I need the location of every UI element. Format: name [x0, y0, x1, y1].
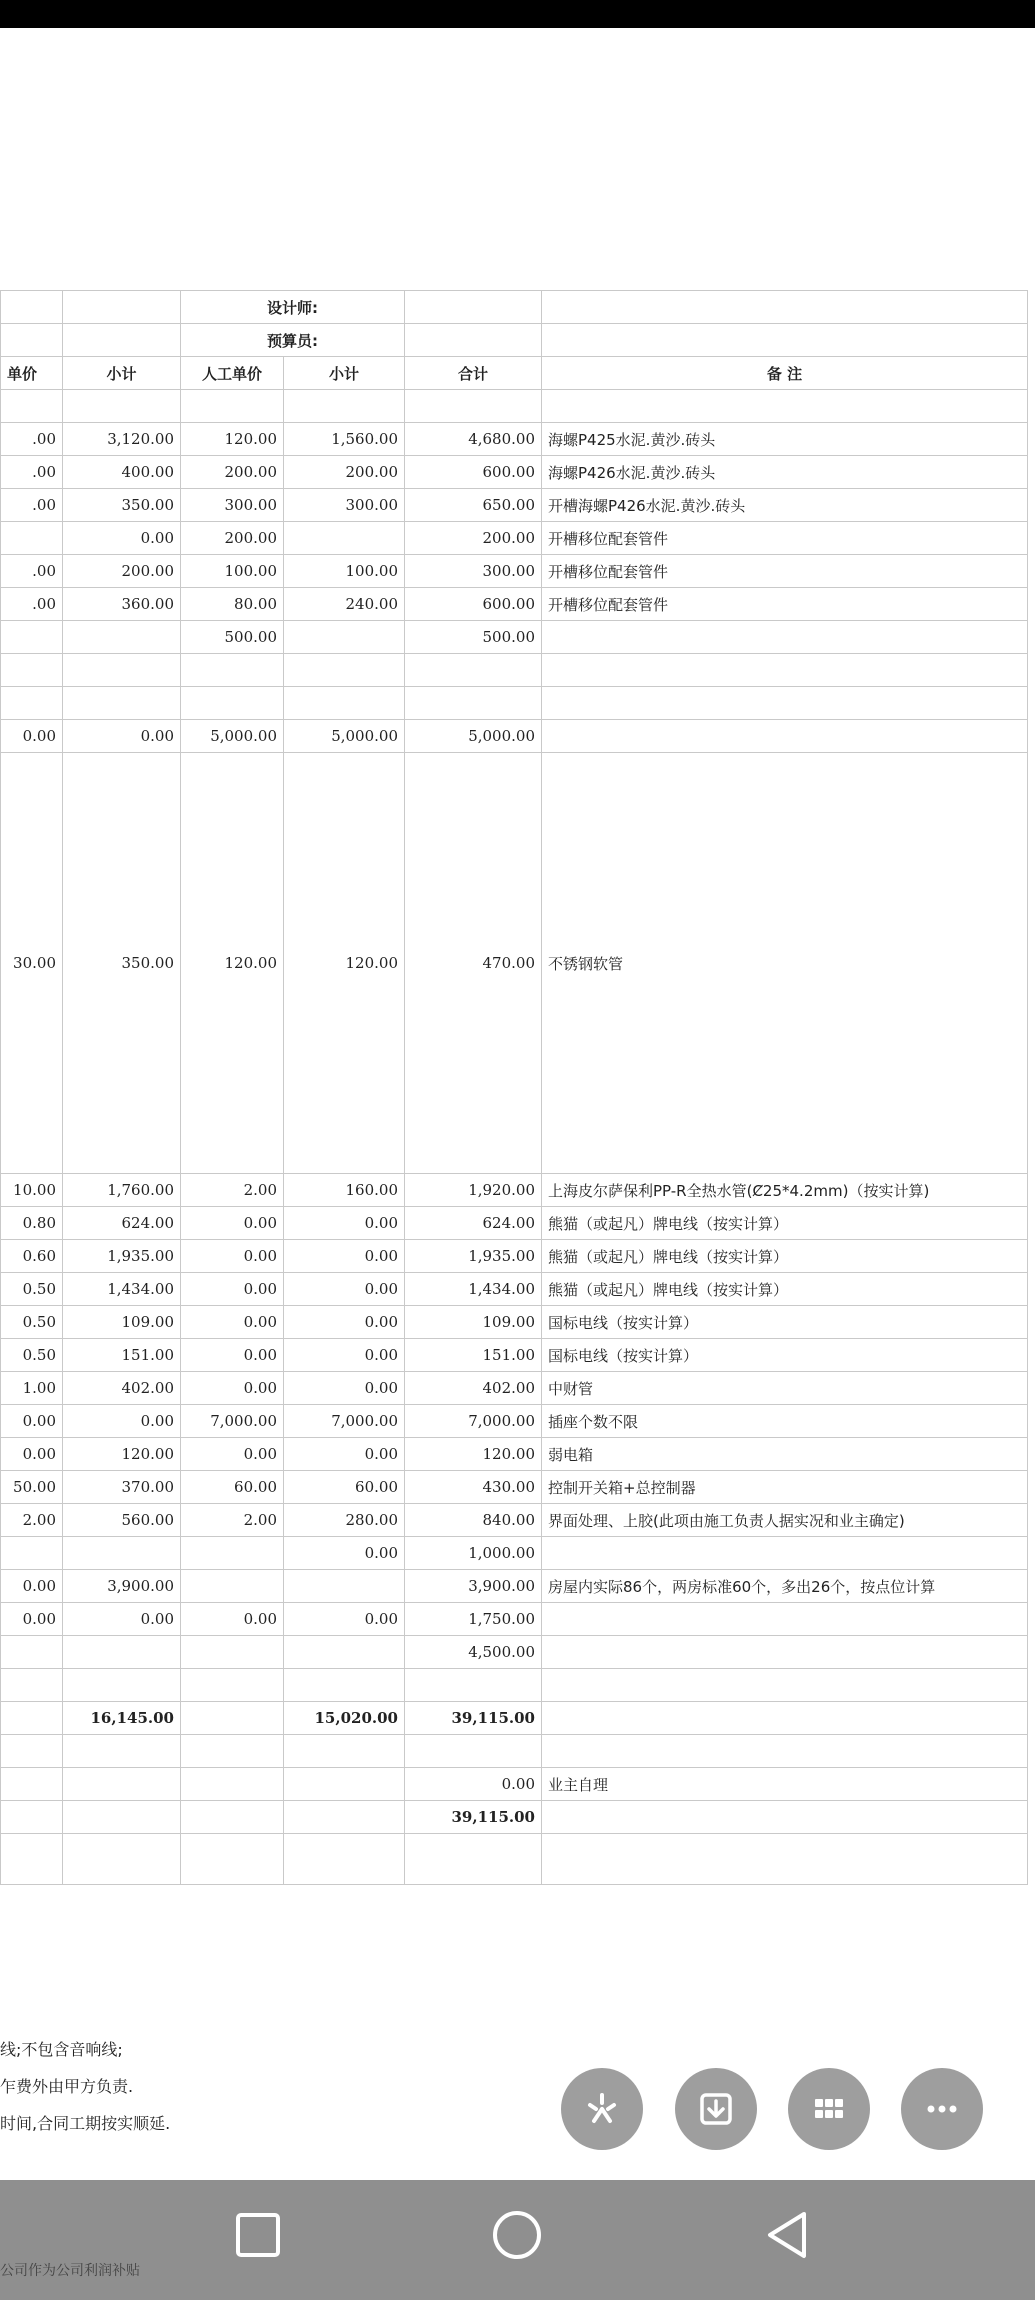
cell-labor-subtotal: 200.00 [284, 456, 405, 489]
cell-remarks: 插座个数不限 [542, 1405, 1028, 1438]
table-row [1, 489, 1028, 522]
table-row [1, 1438, 1028, 1471]
cell-labor-subtotal: 160.00 [284, 1174, 405, 1207]
cell-labor-unit-price: 300.00 [181, 489, 284, 522]
cell-total: 4,500.00 [405, 1636, 542, 1669]
cell-labor-unit-price: 0.00 [181, 1273, 284, 1306]
table-row [1, 1702, 1028, 1735]
cell-unit-price [1, 1834, 63, 1885]
cell-unit-price: .00 [1, 489, 63, 522]
cell-labor-unit-price: 0.00 [181, 1306, 284, 1339]
designer-label: 设计师: [181, 291, 405, 324]
cell-total: 1,000.00 [405, 1537, 542, 1570]
cell-unit-price [1, 1702, 63, 1735]
cell-labor-subtotal [284, 1768, 405, 1801]
cell-total: 470.00 [405, 753, 542, 1174]
cell-labor-unit-price [181, 1801, 284, 1834]
cell-subtotal: 0.00 [63, 720, 181, 753]
table-row [1, 1240, 1028, 1273]
cell-subtotal: 360.00 [63, 588, 181, 621]
cell-remarks: 业主自理 [542, 1768, 1028, 1801]
cell-labor-unit-price [181, 654, 284, 687]
cell-labor-subtotal: 0.00 [284, 1603, 405, 1636]
table-row [1, 1636, 1028, 1669]
cell-unit-price [1, 390, 63, 423]
table-row [1, 555, 1028, 588]
cell-unit-price: .00 [1, 423, 63, 456]
cell-subtotal: 109.00 [63, 1306, 181, 1339]
footer-note-2: 乍费外由甲方负责. [0, 2077, 134, 2096]
cell-labor-subtotal: 0.00 [284, 1372, 405, 1405]
col-header-labor-unit-price: 人工单价 [181, 357, 284, 390]
cell-total: 840.00 [405, 1504, 542, 1537]
cell-labor-unit-price: 120.00 [181, 753, 284, 1174]
cell-unit-price: 50.00 [1, 1471, 63, 1504]
cell-total: 1,920.00 [405, 1174, 542, 1207]
cell-remarks: 熊猫（或起凡）牌电线（按实计算） [542, 1240, 1028, 1273]
cell-remarks [542, 390, 1028, 423]
cell-labor-subtotal [284, 390, 405, 423]
cell-labor-subtotal: 1,560.00 [284, 423, 405, 456]
table-row [1, 423, 1028, 456]
table-row [1, 654, 1028, 687]
cell-unit-price: .00 [1, 588, 63, 621]
sparkle-icon [582, 2089, 622, 2129]
cell-unit-price [1, 1669, 63, 1702]
cell-unit-price: 0.00 [1, 1438, 63, 1471]
cell-unit-price: 0.00 [1, 1570, 63, 1603]
cell-remarks: 国标电线（按实计算） [542, 1339, 1028, 1372]
recent-apps-icon [233, 2210, 283, 2260]
table-row [1, 456, 1028, 489]
cell-labor-unit-price: 120.00 [181, 423, 284, 456]
cell-remarks: 开槽移位配套管件 [542, 555, 1028, 588]
recent-apps-button[interactable] [223, 2200, 293, 2270]
cell-subtotal [63, 390, 181, 423]
cell-unit-price: 0.50 [1, 1339, 63, 1372]
cell-total: 500.00 [405, 621, 542, 654]
cell-labor-unit-price: 100.00 [181, 555, 284, 588]
cell-unit-price: 2.00 [1, 1504, 63, 1537]
cell-labor-unit-price: 0.00 [181, 1339, 284, 1372]
cell-unit-price: 0.50 [1, 1306, 63, 1339]
table-row [1, 1669, 1028, 1702]
cell-unit-price: 30.00 [1, 753, 63, 1174]
budgeter-label: 预算员: [181, 324, 405, 357]
cell-unit-price: .00 [1, 555, 63, 588]
cell-remarks [542, 720, 1028, 753]
cell-total: 200.00 [405, 522, 542, 555]
cell-labor-subtotal: 240.00 [284, 588, 405, 621]
cell-remarks [542, 1834, 1028, 1885]
cell-remarks: 上海皮尔萨保利PP-R全热水管(Ȼ25*4.2mm)（按实计算) [542, 1174, 1028, 1207]
table-row [1, 1735, 1028, 1768]
cell-labor-unit-price: 500.00 [181, 621, 284, 654]
cell-labor-unit-price: 0.00 [181, 1438, 284, 1471]
grid-icon [809, 2089, 849, 2129]
cell-subtotal [63, 1801, 181, 1834]
cell-subtotal: 0.00 [63, 522, 181, 555]
cell-total [405, 654, 542, 687]
cell-labor-subtotal: 120.00 [284, 753, 405, 1174]
cell-total: 109.00 [405, 1306, 542, 1339]
cell-subtotal [63, 621, 181, 654]
table-row [1, 1273, 1028, 1306]
footer-note-1: 线;不包含音响线; [0, 2040, 123, 2059]
cell-unit-price: 0.00 [1, 1405, 63, 1438]
cell-subtotal: 350.00 [63, 753, 181, 1174]
cell-subtotal: 151.00 [63, 1339, 181, 1372]
cell-labor-subtotal [284, 1669, 405, 1702]
cell-unit-price: 0.50 [1, 1273, 63, 1306]
cell-remarks [542, 1603, 1028, 1636]
cell-total: 1,750.00 [405, 1603, 542, 1636]
col-header-unit-price: 单价 [1, 357, 63, 390]
cell-labor-subtotal: 0.00 [284, 1207, 405, 1240]
footer-note-3: 时间,合同工期按实顺延. [0, 2114, 171, 2133]
cell-total: 430.00 [405, 1471, 542, 1504]
cell-subtotal: 0.00 [63, 1603, 181, 1636]
col-header-labor-subtotal: 小计 [284, 357, 405, 390]
cell-labor-subtotal: 0.00 [284, 1306, 405, 1339]
status-bar [0, 0, 1035, 28]
cell-subtotal: 370.00 [63, 1471, 181, 1504]
table-row [1, 1306, 1028, 1339]
cell-total [405, 1834, 542, 1885]
cell-remarks: 开槽移位配套管件 [542, 588, 1028, 621]
cell-labor-unit-price: 5,000.00 [181, 720, 284, 753]
download-icon [696, 2089, 736, 2129]
cell-labor-unit-price [181, 1570, 284, 1603]
table-row [1, 1801, 1028, 1834]
cell-labor-unit-price: 80.00 [181, 588, 284, 621]
cell-total: 7,000.00 [405, 1405, 542, 1438]
cell-labor-subtotal [284, 621, 405, 654]
cell-subtotal [63, 1636, 181, 1669]
cell-total: 624.00 [405, 1207, 542, 1240]
cell-labor-unit-price [181, 1735, 284, 1768]
cell-total: 4,680.00 [405, 423, 542, 456]
cell-labor-subtotal: 7,000.00 [284, 1405, 405, 1438]
table-row [1, 1405, 1028, 1438]
cell-unit-price [1, 1636, 63, 1669]
cell-total: 300.00 [405, 555, 542, 588]
cell-remarks [542, 1735, 1028, 1768]
cell-remarks: 中财管 [542, 1372, 1028, 1405]
cell-labor-unit-price [181, 1669, 284, 1702]
cell-remarks: 房屋内实际86个，两房标准60个，多出26个，按点位计算 [542, 1570, 1028, 1603]
table-row [1, 588, 1028, 621]
cell-total: 39,115.00 [405, 1702, 542, 1735]
cell-subtotal [63, 1669, 181, 1702]
cell-labor-subtotal: 0.00 [284, 1273, 405, 1306]
cell-total [405, 390, 542, 423]
cell-total: 600.00 [405, 588, 542, 621]
cell-remarks: 弱电箱 [542, 1438, 1028, 1471]
cell-subtotal: 120.00 [63, 1438, 181, 1471]
cell-labor-unit-price [181, 1702, 284, 1735]
table-row [1, 1537, 1028, 1570]
spreadsheet [0, 290, 1035, 1885]
cell-subtotal [63, 1834, 181, 1885]
cell-subtotal: 200.00 [63, 555, 181, 588]
cell-subtotal: 560.00 [63, 1504, 181, 1537]
cell-total: 0.00 [405, 1768, 542, 1801]
table-row [1, 687, 1028, 720]
cell-total: 120.00 [405, 1438, 542, 1471]
cell-labor-unit-price: 2.00 [181, 1504, 284, 1537]
cell-total [405, 687, 542, 720]
cell-subtotal [63, 654, 181, 687]
cell-unit-price: 10.00 [1, 1174, 63, 1207]
table-row [1, 1768, 1028, 1801]
cell-unit-price [1, 1801, 63, 1834]
cell-subtotal: 400.00 [63, 456, 181, 489]
cell-unit-price [1, 522, 63, 555]
cell-total [405, 1735, 542, 1768]
cell-labor-unit-price: 0.00 [181, 1240, 284, 1273]
table-row [1, 1339, 1028, 1372]
cell-remarks: 控制开关箱+总控制器 [542, 1471, 1028, 1504]
cell-labor-subtotal [284, 1735, 405, 1768]
more-icon [922, 2089, 962, 2129]
cell-total: 3,900.00 [405, 1570, 542, 1603]
cell-labor-subtotal: 0.00 [284, 1339, 405, 1372]
cell-labor-subtotal [284, 687, 405, 720]
col-header-subtotal: 小计 [63, 357, 181, 390]
home-icon [490, 2208, 544, 2262]
cell-labor-subtotal: 0.00 [284, 1240, 405, 1273]
partial-bottom-text: 公司作为公司利润补贴 [0, 2263, 140, 2279]
cell-unit-price: 0.00 [1, 720, 63, 753]
cell-unit-price [1, 687, 63, 720]
cell-total: 1,434.00 [405, 1273, 542, 1306]
cell-subtotal: 0.00 [63, 1405, 181, 1438]
cell-remarks [542, 687, 1028, 720]
cell-remarks [542, 621, 1028, 654]
cell-labor-unit-price [181, 1834, 284, 1885]
cell-subtotal: 402.00 [63, 1372, 181, 1405]
back-button[interactable] [752, 2200, 822, 2270]
table-row [1, 1504, 1028, 1537]
cell-labor-unit-price [181, 390, 284, 423]
cell-subtotal: 1,760.00 [63, 1174, 181, 1207]
cell-labor-unit-price: 200.00 [181, 456, 284, 489]
table-row [1, 1207, 1028, 1240]
cell-subtotal [63, 1735, 181, 1768]
cell-labor-subtotal: 100.00 [284, 555, 405, 588]
cell-remarks [542, 654, 1028, 687]
more-button[interactable] [901, 2068, 983, 2150]
cell-remarks [542, 1636, 1028, 1669]
cell-subtotal: 3,900.00 [63, 1570, 181, 1603]
cell-subtotal: 1,935.00 [63, 1240, 181, 1273]
cell-unit-price [1, 1735, 63, 1768]
cell-total: 5,000.00 [405, 720, 542, 753]
cell-remarks [542, 1669, 1028, 1702]
cell-remarks [542, 1801, 1028, 1834]
cell-subtotal: 3,120.00 [63, 423, 181, 456]
cell-labor-subtotal: 5,000.00 [284, 720, 405, 753]
cell-labor-unit-price [181, 1636, 284, 1669]
table-row [1, 1174, 1028, 1207]
cell-unit-price [1, 1768, 63, 1801]
table-row [1, 1372, 1028, 1405]
table-row [1, 1603, 1028, 1636]
cell-remarks [542, 1537, 1028, 1570]
cell-labor-subtotal [284, 522, 405, 555]
cell-subtotal: 624.00 [63, 1207, 181, 1240]
cell-labor-subtotal [284, 654, 405, 687]
cell-total: 39,115.00 [405, 1801, 542, 1834]
cell-subtotal [63, 1537, 181, 1570]
cell-subtotal [63, 1768, 181, 1801]
cell-remarks: 开槽海螺P426水泥.黄沙.砖头 [542, 489, 1028, 522]
cell-labor-unit-price: 0.00 [181, 1207, 284, 1240]
cell-labor-unit-price: 60.00 [181, 1471, 284, 1504]
cell-labor-subtotal [284, 1834, 405, 1885]
table-row [1, 621, 1028, 654]
cell-labor-unit-price: 0.00 [181, 1603, 284, 1636]
cell-total: 402.00 [405, 1372, 542, 1405]
cell-remarks: 界面处理、上胶(此项由施工负责人据实况和业主确定) [542, 1504, 1028, 1537]
cell-labor-subtotal: 60.00 [284, 1471, 405, 1504]
table-row [1, 1834, 1028, 1885]
table-row [1, 753, 1028, 1174]
col-header-total: 合计 [405, 357, 542, 390]
cell-labor-subtotal: 280.00 [284, 1504, 405, 1537]
cell-remarks [542, 1702, 1028, 1735]
back-icon [760, 2208, 814, 2262]
cell-remarks: 海螺P425水泥.黄沙.砖头 [542, 423, 1028, 456]
cell-unit-price: 0.00 [1, 1603, 63, 1636]
cell-total [405, 1669, 542, 1702]
table-row [1, 1471, 1028, 1504]
cell-labor-unit-price: 200.00 [181, 522, 284, 555]
cell-labor-unit-price: 7,000.00 [181, 1405, 284, 1438]
cell-subtotal: 16,145.00 [63, 1702, 181, 1735]
cell-remarks: 熊猫（或起凡）牌电线（按实计算） [542, 1273, 1028, 1306]
cell-labor-unit-price: 0.00 [181, 1372, 284, 1405]
cell-labor-unit-price: 2.00 [181, 1174, 284, 1207]
cell-labor-unit-price [181, 1768, 284, 1801]
cell-labor-subtotal: 0.00 [284, 1537, 405, 1570]
designer-row [1, 291, 1028, 324]
col-header-remarks: 备 注 [542, 357, 1028, 390]
table-row [1, 390, 1028, 423]
cell-labor-unit-price [181, 687, 284, 720]
table-row [1, 720, 1028, 753]
cell-subtotal: 1,434.00 [63, 1273, 181, 1306]
budgeter-row [1, 324, 1028, 357]
grid-button[interactable] [788, 2068, 870, 2150]
home-button[interactable] [482, 2200, 552, 2270]
column-header-row [1, 357, 1028, 390]
budget-table [0, 290, 1028, 1885]
cell-unit-price: 0.60 [1, 1240, 63, 1273]
cell-total: 1,935.00 [405, 1240, 542, 1273]
cell-labor-subtotal [284, 1636, 405, 1669]
cell-remarks: 熊猫（或起凡）牌电线（按实计算） [542, 1207, 1028, 1240]
sparkle-button[interactable] [561, 2068, 643, 2150]
cell-unit-price: 0.80 [1, 1207, 63, 1240]
cell-labor-subtotal [284, 1570, 405, 1603]
cell-labor-subtotal: 300.00 [284, 489, 405, 522]
cell-remarks: 开槽移位配套管件 [542, 522, 1028, 555]
download-button[interactable] [675, 2068, 757, 2150]
cell-subtotal: 350.00 [63, 489, 181, 522]
cell-remarks: 国标电线（按实计算） [542, 1306, 1028, 1339]
cell-subtotal [63, 687, 181, 720]
cell-unit-price [1, 654, 63, 687]
cell-labor-subtotal: 0.00 [284, 1438, 405, 1471]
cell-unit-price: .00 [1, 456, 63, 489]
cell-labor-unit-price [181, 1537, 284, 1570]
cell-labor-subtotal [284, 1801, 405, 1834]
cell-total: 650.00 [405, 489, 542, 522]
cell-labor-subtotal: 15,020.00 [284, 1702, 405, 1735]
cell-total: 151.00 [405, 1339, 542, 1372]
table-row [1, 522, 1028, 555]
cell-unit-price: 1.00 [1, 1372, 63, 1405]
cell-unit-price [1, 621, 63, 654]
cell-remarks: 不锈钢软管 [542, 753, 1028, 1174]
cell-total: 600.00 [405, 456, 542, 489]
cell-unit-price [1, 1537, 63, 1570]
table-row [1, 1570, 1028, 1603]
cell-remarks: 海螺P426水泥.黄沙.砖头 [542, 456, 1028, 489]
